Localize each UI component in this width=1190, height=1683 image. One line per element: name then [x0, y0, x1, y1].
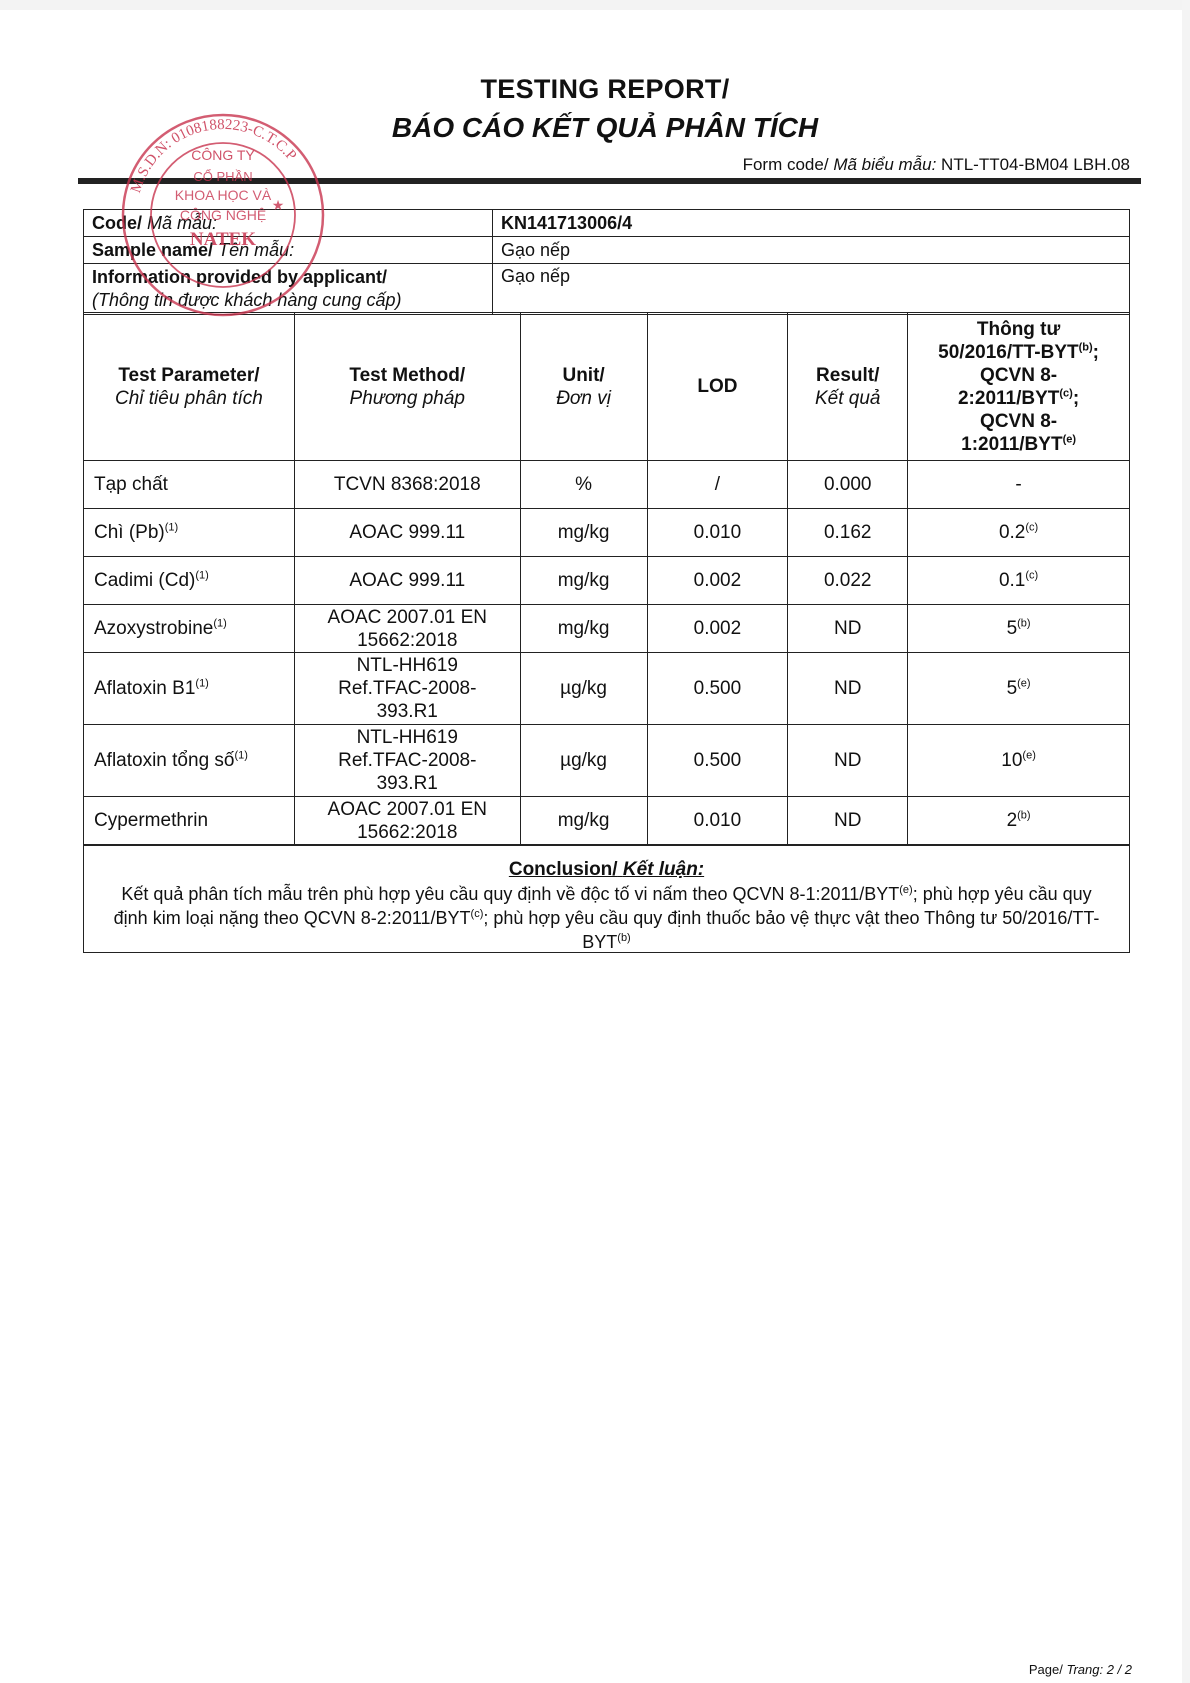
- unit-cell: %: [520, 461, 647, 509]
- stamp-ring-text: M.S.D.N: 0108188223-C.T.C.P: [128, 116, 300, 195]
- stamp-star-icon: ★: [271, 198, 285, 214]
- form-code-label: Form code/: [742, 155, 829, 174]
- lod-cell: 0.002: [647, 557, 788, 605]
- header-result-vi: Kết quả: [814, 387, 881, 409]
- unit-cell: mg/kg: [520, 509, 647, 557]
- param-cell: [84, 605, 295, 653]
- page-label-vi: Trang:: [1066, 1662, 1104, 1677]
- header-limit-line-6: 1:2011/BYT: [961, 433, 1063, 455]
- header-divider: [78, 178, 1141, 184]
- lod-cell: 0.500: [647, 725, 788, 797]
- sample-label: Sample name/: [92, 239, 214, 260]
- limit-cell: [908, 797, 1130, 845]
- sample-info-table: [83, 209, 1130, 315]
- header-limit-line-2: 50/2016/TT-BYT: [938, 341, 1079, 363]
- param-footnote: (1): [195, 569, 209, 582]
- results-header-row: [84, 313, 1130, 461]
- header-parameter-en: Test Parameter/: [118, 364, 260, 386]
- result-cell: 0.000: [788, 461, 908, 509]
- page-value: 2 / 2: [1106, 1662, 1132, 1677]
- form-code-value: NTL-TT04-BM04 LBH.08: [941, 155, 1130, 174]
- limit-footnote: (e): [1022, 749, 1036, 762]
- unit-cell: µg/kg: [520, 725, 647, 797]
- code-label: Code/: [92, 212, 143, 233]
- limit-footnote: (c): [1025, 569, 1039, 582]
- conclusion-title-vi: Kết luận:: [622, 859, 705, 880]
- page-number: [1029, 1662, 1132, 1677]
- param-cell: [84, 557, 295, 605]
- param-name: Azoxystrobine: [94, 618, 214, 639]
- conclusion-text-3: ; phù hợp yêu cầu quy định thuốc bảo vệ thực vật theo Thông tư 50/2016/TT-BYT: [483, 908, 1100, 952]
- page-top-edge: [0, 0, 1190, 10]
- conclusion-sup-e: (e): [899, 884, 913, 896]
- conclusion-text-2: ; phù hợp yêu cầu quy định kim loại nặng theo QCVN 8-2:2011/BYT: [113, 884, 1092, 928]
- limit-cell: [908, 605, 1130, 653]
- header-unit: [520, 313, 647, 461]
- param-name: Cadimi (Cd): [94, 570, 196, 591]
- param-footnote: (1): [213, 617, 227, 630]
- conclusion-text-1: Kết quả phân tích mẫu trên phù hợp yêu cầu quy định về độc tố vi nấm theo QCVN 8-1:2011/BYT: [121, 884, 900, 904]
- header-method: [294, 313, 520, 461]
- result-cell: ND: [788, 605, 908, 653]
- table-row: [84, 605, 1130, 653]
- header-limit: Thông tư 50/2016/TT-BYT$^{(b)}$; QCVN 8- 2:2011/BYT$^{(c)}$; QCVN 8- 1:2011/BYT$^{(e)}$: [908, 313, 1130, 461]
- header-unit-vi: Đơn vị: [556, 387, 611, 409]
- header-lod: [647, 313, 788, 461]
- method-cell: TCVN 8368:2018: [294, 461, 520, 509]
- table-row: [84, 797, 1130, 845]
- header-method-vi: Phương pháp: [349, 387, 465, 409]
- limit-value: -: [1015, 474, 1022, 495]
- table-row: [84, 509, 1130, 557]
- sample-label-vi: Tên mẫu:: [218, 239, 295, 260]
- provided-value: Gạo nếp: [493, 264, 1130, 315]
- unit-cell: µg/kg: [520, 653, 647, 725]
- conclusion-title-en: Conclusion/: [508, 859, 618, 880]
- header-limit-line-4: 2:2011/BYT: [957, 387, 1060, 409]
- param-name: Chì (Pb): [94, 522, 165, 543]
- code-value: KN141713006/4: [493, 210, 1130, 237]
- lod-cell: 0.010: [647, 797, 788, 845]
- form-code-label-vi: Mã biểu mẫu:: [833, 155, 937, 174]
- header-parameter: [84, 313, 295, 461]
- header-method-en: Test Method/: [349, 364, 466, 386]
- code-label-cell: [84, 210, 493, 237]
- param-footnote: (1): [195, 677, 209, 690]
- page-right-edge: [1182, 0, 1190, 1683]
- param-cell: [84, 653, 295, 725]
- header-result: [788, 313, 908, 461]
- stamp-field-2: CÔNG NGHỆ: [179, 207, 267, 223]
- limit-value: 5: [1006, 618, 1018, 639]
- limit-value: 5: [1006, 678, 1018, 699]
- limit-value: 0.2: [998, 522, 1026, 543]
- conclusion-text: [114, 884, 1100, 952]
- sample-value: Gạo nếp: [493, 237, 1130, 264]
- lod-cell: 0.010: [647, 509, 788, 557]
- conclusion-title: [102, 858, 1111, 882]
- limit-footnote: (b): [1017, 617, 1031, 630]
- method-cell: AOAC 999.11: [294, 557, 520, 605]
- lod-cell: /: [647, 461, 788, 509]
- result-cell: ND: [788, 653, 908, 725]
- info-row-code: [84, 210, 1130, 237]
- result-cell: 0.022: [788, 557, 908, 605]
- header-parameter-vi: Chỉ tiêu phân tích: [114, 387, 263, 409]
- method-cell: AOAC 2007.01 EN 15662:2018: [294, 797, 520, 845]
- limit-cell: [908, 461, 1130, 509]
- param-footnote: (1): [234, 749, 248, 762]
- sample-label-cell: [84, 237, 493, 264]
- conclusion-sup-b: (b): [617, 932, 631, 944]
- param-footnote: (1): [164, 521, 179, 534]
- param-name: Cypermethrin: [94, 810, 209, 831]
- param-name: Aflatoxin tổng số: [94, 750, 235, 771]
- header-limit-sup-e: (e): [1062, 433, 1077, 446]
- unit-cell: mg/kg: [520, 797, 647, 845]
- param-cell: [84, 797, 295, 845]
- method-cell: NTL-HH619 Ref.TFAC-2008-393.R1: [294, 725, 520, 797]
- limit-value: 10: [1001, 750, 1023, 771]
- param-cell: [84, 461, 295, 509]
- unit-cell: mg/kg: [520, 557, 647, 605]
- stamp-company: CÔNG TY: [191, 147, 255, 163]
- info-row-provided: [84, 264, 1130, 315]
- table-row: [84, 653, 1130, 725]
- provided-label-cell: [84, 264, 493, 315]
- method-cell: NTL-HH619 Ref.TFAC-2008-393.R1: [294, 653, 520, 725]
- page-label: Page/: [1028, 1662, 1063, 1677]
- limit-cell: [908, 653, 1130, 725]
- method-cell: AOAC 999.11: [294, 509, 520, 557]
- param-name: Aflatoxin B1: [94, 678, 196, 699]
- limit-cell: [908, 509, 1130, 557]
- result-cell: 0.162: [788, 509, 908, 557]
- provided-label: Information provided by applicant/: [92, 267, 388, 287]
- limit-cell: [908, 725, 1130, 797]
- limit-footnote: (b): [1017, 809, 1031, 822]
- limit-cell: [908, 557, 1130, 605]
- header-limit-line-5: QCVN 8-: [980, 410, 1058, 432]
- stamp-name: NATEK: [189, 229, 257, 250]
- code-label-vi: Mã mẫu:: [147, 212, 218, 233]
- header-lod-label: LOD: [697, 376, 738, 397]
- header-limit-line-1: Thông tư: [976, 318, 1061, 340]
- param-cell: [84, 725, 295, 797]
- table-row: [84, 461, 1130, 509]
- limit-value: 2: [1006, 810, 1018, 831]
- report-title-en: TESTING REPORT/: [480, 74, 730, 104]
- provided-label-vi: (Thông tin được khách hàng cung cấp): [92, 290, 402, 310]
- form-code: [743, 155, 1130, 175]
- report-title-vi: BÁO CÁO KẾT QUẢ PHÂN TÍCH: [391, 112, 819, 143]
- param-name: Tạp chất: [94, 474, 168, 495]
- stamp-field-1: KHOA HỌC VÀ: [174, 187, 272, 203]
- conclusion-sup-c: (c): [470, 908, 484, 920]
- limit-value: 0.1: [998, 570, 1026, 591]
- lod-cell: 0.002: [647, 605, 788, 653]
- param-cell: [84, 509, 295, 557]
- limit-footnote: (e): [1017, 677, 1031, 690]
- results-table: [83, 312, 1130, 845]
- header-result-en: Result/: [816, 364, 880, 386]
- conclusion-box: [83, 845, 1130, 953]
- header-limit-sup-b: (b): [1078, 341, 1093, 354]
- unit-cell: mg/kg: [520, 605, 647, 653]
- method-cell: AOAC 2007.01 EN 15662:2018: [294, 605, 520, 653]
- header-limit-line-3: QCVN 8-: [980, 364, 1058, 386]
- header-limit-sup-c: (c): [1059, 387, 1073, 400]
- lod-cell: 0.500: [647, 653, 788, 725]
- stamp-type: CỔ PHẦN: [193, 169, 253, 184]
- info-row-sample: [84, 237, 1130, 264]
- limit-footnote: (c): [1025, 521, 1039, 534]
- result-cell: ND: [788, 725, 908, 797]
- table-row: [84, 725, 1130, 797]
- header-unit-en: Unit/: [562, 364, 605, 386]
- result-cell: ND: [788, 797, 908, 845]
- table-row: [84, 557, 1130, 605]
